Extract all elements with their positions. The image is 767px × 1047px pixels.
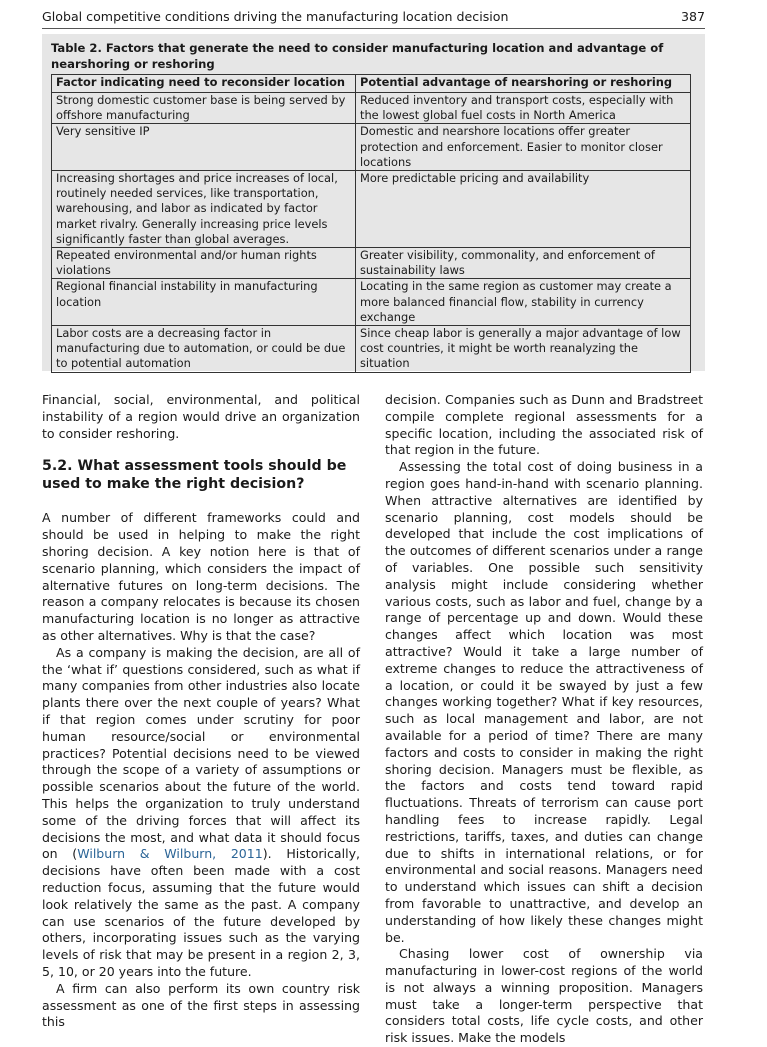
table-row — [52, 93, 691, 124]
page-number: 387 — [680, 9, 705, 24]
factors-table — [51, 74, 691, 373]
table-cell-factor: Repeated environmental and/or human rights violations — [52, 248, 356, 279]
paragraph-whatif — [42, 645, 360, 981]
table-cell-factor: Regional financial instability in manufacturing location — [52, 279, 356, 326]
paragraph-firm: A firm can also perform its own country risk assessment as one of the first steps in assessing this — [42, 980, 360, 1030]
table-header-factor: Factor indicating need to reconsider location — [52, 75, 356, 93]
table-cell-advantage: Since cheap labor is generally a major advantage of low cost countries, it might be worth reanalyzing the situation — [356, 326, 691, 373]
paragraph-decision: decision. Companies such as Dunn and Bradstreet compile complete regional assessments for a specific location, including the associated risk of that region in the future. — [385, 392, 703, 458]
table-row — [52, 279, 691, 326]
right-column — [385, 392, 703, 1047]
table-header-advantage: Potential advantage of nearshoring or reshoring — [356, 75, 691, 93]
paragraph-whatif-text: As a company is making the decision, are all of the ‘what if’ questions considered, such as what if many companies from other industries also locate plants there over the next couple of years? What if that region comes under scrutiny for poor human resource/social or environmental practices? Potential decisions need to be viewed through the scope of a variety of assumptions or possible scenarios about the future of the world. This helps the organization to truly understand some of the driving forces that will affect its decisions the most, and what data it should focus on ( — [42, 644, 360, 862]
running-header — [42, 8, 705, 29]
section-heading: 5.2. What assessment tools should be used to make the right decision? — [42, 458, 347, 492]
paragraph-intro: Financial, social, environmental, and political instability of a region would drive an organization to consider reshoring. — [42, 392, 360, 441]
table-caption: Table 2. Factors that generate the need to consider manufacturing location and advantage of nearshoring or reshoring — [51, 41, 664, 71]
paragraph-whatif-text-cont: ). Historically, decisions have often been made with a cost reduction focus, assuming that the future would look relatively the same as the past. A company can use scenarios of the future developed by others, incorporating issues such as the varying levels of risk that may be present in a region 2, 3, 5, 10, or 20 years into the future. — [42, 846, 360, 979]
table-box — [42, 34, 705, 371]
left-column — [42, 392, 360, 1031]
paragraph-frameworks: A number of different frameworks could and should be used in helping to make the right shoring decision. A key notion here is that of scenario planning, which considers the impact of alternative futures on long-term decisions. The reason a company relocates is because its chosen manufacturing location is no longer as attractive as other alternatives. Why is that the case? — [42, 510, 360, 643]
citation-link[interactable]: Wilburn & Wilburn, 2011 — [77, 846, 263, 862]
table-cell-advantage: Greater visibility, commonality, and enforcement of sustainability laws — [356, 248, 691, 279]
table-row — [52, 124, 691, 171]
table-header-row — [52, 75, 691, 93]
table-cell-advantage: Reduced inventory and transport costs, especially with the lowest global fuel costs in North America — [356, 93, 691, 124]
running-header-title: Global competitive conditions driving the manufacturing location decision — [42, 9, 509, 24]
table-row — [52, 171, 691, 248]
table-row — [52, 248, 691, 279]
table-cell-advantage: Domestic and nearshore locations offer greater protection and enforcement. Easier to monitor closer locations — [356, 124, 691, 171]
table-cell-factor: Strong domestic customer base is being served by offshore manufacturing — [52, 93, 356, 124]
table-cell-factor: Increasing shortages and price increases of local, routinely needed services, like transportation, warehousing, and labor as indicated by factor market rivalry. Generally increasing price levels significantly faster than global averages. — [52, 171, 356, 248]
table-row — [52, 326, 691, 373]
paragraph-total-cost: Assessing the total cost of doing business in a region goes hand-in-hand with scenario planning. When attractive alternatives are identified by scenario planning, cost models should be developed that include the cost implications of the outcomes of different scenarios under a range of variables. One possible such sensitivity analysis might include considering whether various costs, such as labor and fuel, change by a range of percentage up and down. Would these changes affect which location was most attractive? Would it take a large number of extreme changes to reduce the attractiveness of a location, or could it be swayed by just a few changes working together? What if key resources, such as local management and labor, are not available for a period of time? There are many factors and costs to consider in making the right shoring decision. Managers must be flexible, as the factors and costs tend toward rapid fluctuations. Threats of terrorism can cause port handling fees to increase rapidly. Legal restrictions, tariffs, taxes, and duties can change due to shifts in international relations, or for environmental and social reasons. Managers need to understand which issues can shift a decision from favorable to unattractive, and develop an understanding of how likely these changes might be. — [385, 459, 703, 945]
table-cell-advantage: More predictable pricing and availability — [356, 171, 691, 248]
table-cell-factor: Very sensitive IP — [52, 124, 356, 171]
table-cell-advantage: Locating in the same region as customer may create a more balanced financial flow, stability in currency exchange — [356, 279, 691, 326]
paragraph-chasing: Chasing lower cost of ownership via manufacturing in lower-cost regions of the world is not always a winning proposition. Managers must take a longer-term perspective that considers total costs, life cycle costs, and other risk issues. Make the models — [385, 946, 703, 1046]
table-cell-factor: Labor costs are a decreasing factor in manufacturing due to automation, or could be due to potential automation — [52, 326, 356, 373]
